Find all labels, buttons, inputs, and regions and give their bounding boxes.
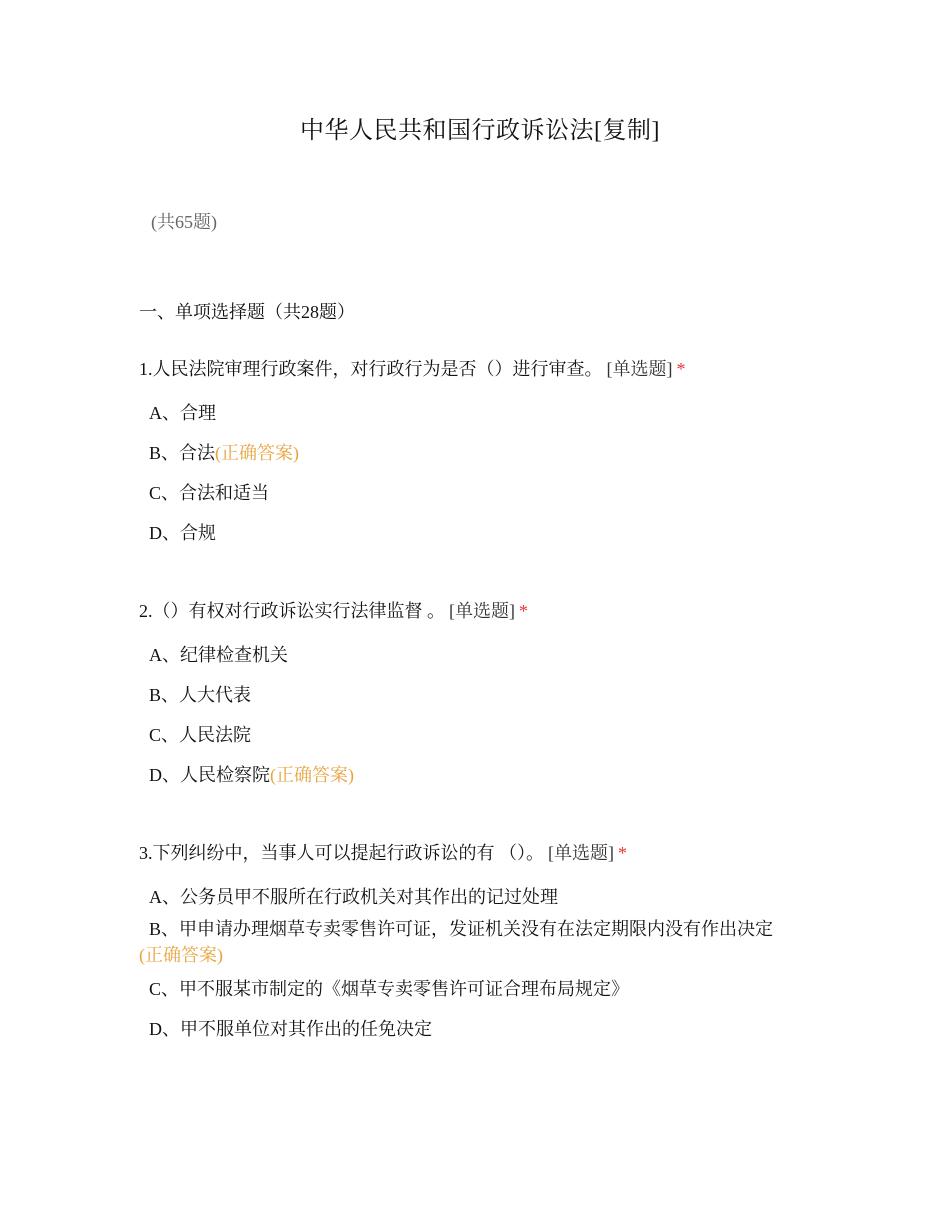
question-3-stem: 3.下列纠纷中，当事人可以提起行政诉讼的有 （）。 bbox=[139, 843, 544, 863]
option-label: C、甲不服某市制定的《烟草专卖零售许可证合理布局规定》 bbox=[149, 979, 630, 999]
option-a[interactable] bbox=[139, 884, 819, 916]
question-1-options bbox=[139, 400, 819, 560]
option-label: D、甲不服单位对其作出的任免决定 bbox=[149, 1019, 432, 1039]
required-asterisk: * bbox=[519, 601, 528, 621]
required-asterisk: * bbox=[618, 843, 627, 863]
question-3-options bbox=[139, 884, 819, 1056]
option-label: B、甲申请办理烟草专卖零售许可证，发证机关没有在法定期限内没有作出决定 bbox=[149, 919, 774, 939]
option-label: B、人大代表 bbox=[149, 685, 252, 705]
option-d[interactable] bbox=[139, 520, 819, 560]
required-asterisk: * bbox=[676, 359, 686, 379]
option-a[interactable] bbox=[139, 642, 819, 682]
option-c[interactable] bbox=[139, 480, 819, 520]
option-b[interactable] bbox=[139, 682, 819, 722]
option-label: D、合规 bbox=[149, 523, 216, 543]
question-3 bbox=[139, 840, 819, 1056]
option-c[interactable] bbox=[139, 976, 819, 1016]
question-1-stem: 1.人民法院审理行政案件，对行政行为是否（）进行审查。 bbox=[139, 359, 603, 379]
page-title: 中华人民共和国行政诉讼法[复制] bbox=[300, 118, 660, 144]
question-2 bbox=[139, 598, 819, 802]
question-3-text bbox=[139, 840, 819, 866]
question-2-options bbox=[139, 642, 819, 802]
option-c[interactable] bbox=[139, 722, 819, 762]
option-label: C、人民法院 bbox=[149, 725, 252, 745]
option-label: C、合法和适当 bbox=[149, 483, 270, 503]
question-type-label: [单选题] bbox=[548, 843, 614, 863]
question-1 bbox=[139, 356, 819, 560]
option-a[interactable] bbox=[139, 400, 819, 440]
option-label: A、合理 bbox=[149, 403, 216, 423]
option-d[interactable] bbox=[139, 1016, 819, 1056]
option-label: D、人民检察院 bbox=[149, 765, 270, 785]
option-label: A、纪律检查机关 bbox=[149, 645, 288, 665]
question-2-text bbox=[139, 598, 819, 624]
question-type-label: [单选题] bbox=[606, 359, 673, 379]
option-b[interactable] bbox=[139, 440, 819, 480]
option-b[interactable] bbox=[139, 916, 819, 976]
question-count: (共65题) bbox=[151, 212, 217, 232]
question-1-text bbox=[139, 356, 819, 382]
correct-answer-tag: (正确答案) bbox=[270, 765, 354, 785]
option-d[interactable] bbox=[139, 762, 819, 802]
correct-answer-tag: (正确答案) bbox=[215, 443, 300, 463]
option-label: A、公务员甲不服所在行政机关对其作出的记过处理 bbox=[149, 887, 558, 907]
section-heading: 一、单项选择题（共28题） bbox=[139, 302, 355, 322]
option-label: B、合法 bbox=[149, 443, 216, 463]
question-2-stem: 2.（）有权对行政诉讼实行法律监督 。 bbox=[139, 601, 445, 621]
question-type-label: [单选题] bbox=[449, 601, 515, 621]
correct-answer-tag: (正确答案) bbox=[139, 945, 223, 965]
